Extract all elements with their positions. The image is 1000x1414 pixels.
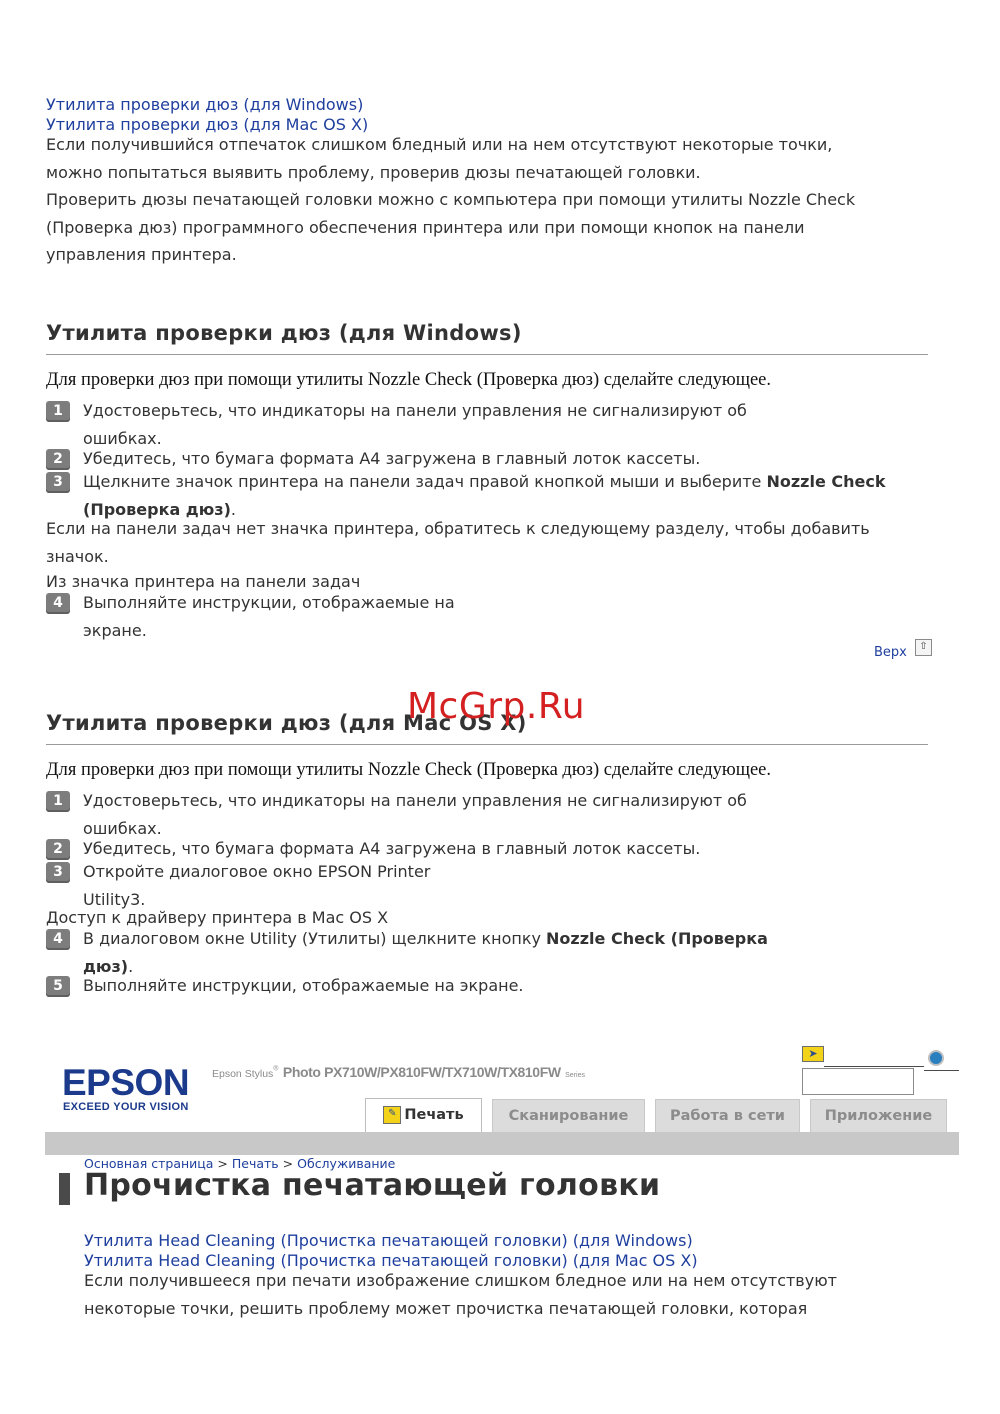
watermark: McGrp.Ru — [407, 686, 586, 727]
windows-intro: Для проверки дюз при помощи утилиты Nozzle Check (Проверка дюз) сделайте следующее. — [46, 370, 772, 390]
heading-divider — [46, 744, 928, 745]
windows-section-heading: Утилита проверки дюз (для Windows) — [46, 321, 522, 345]
mac-step-5 — [46, 972, 524, 1000]
step-text: Utility3. — [83, 889, 146, 909]
step-text: экране. — [83, 620, 147, 640]
up-arrow-icon[interactable]: ⇧ — [915, 639, 932, 656]
mac-step-3 — [46, 858, 430, 913]
header-bar — [45, 1132, 959, 1155]
step-text: Удостоверьтесь, что индикаторы на панели управления не сигнализируют об — [83, 791, 747, 810]
home-pointer-icon[interactable]: ➤ — [802, 1046, 824, 1062]
windows-step-1 — [46, 397, 747, 452]
windows-note: Если на панели задач нет значка принтера, обратитесь к следующему разделу, чтобы добавить значок. — [46, 519, 870, 566]
intro-line: можно попытаться выявить проблему, проверив дюзы печатающей головки. — [46, 162, 701, 182]
step-text: Убедитесь, что бумага формата А4 загружена в главный лоток кассеты. — [83, 449, 701, 468]
mac-step-4: 4 В диалоговом окне Utility (Утилиты) щелкните кнопку Nozzle Check (Проверка дюз). — [46, 925, 768, 980]
tab-network[interactable]: Работа в сети — [655, 1099, 800, 1132]
back-to-top[interactable] — [874, 641, 932, 660]
intro-line: Если получившийся отпечаток слишком бледный или на нем отсутствуют некоторые точки, — [46, 135, 833, 154]
mac-intro: Для проверки дюз при помощи утилиты Nozzle Check (Проверка дюз) сделайте следующее. — [46, 760, 772, 780]
step-number-badge: 3 — [46, 862, 70, 883]
search-icon[interactable] — [928, 1050, 944, 1066]
epson-tagline: EXCEED YOUR VISION — [63, 1101, 189, 1113]
button-name-nozzle-check: Nozzle Check (Проверка — [546, 929, 768, 948]
windows-step-4 — [46, 589, 455, 644]
menu-item-nozzle-check-ru: (Проверка дюз) — [83, 499, 231, 519]
tab-scan[interactable]: Сканирование — [492, 1099, 645, 1132]
step-number-badge: 4 — [46, 929, 70, 950]
header-divider — [924, 1070, 959, 1071]
step-text: Выполняйте инструкции, отображаемые на — [83, 593, 455, 612]
link-printer-icon-taskbar[interactable]: Из значка принтера на панели задач — [46, 572, 361, 591]
mac-section-heading: Утилита проверки дюз (для Mac OS X) — [46, 711, 527, 735]
step-number-badge: 5 — [46, 976, 70, 997]
step-text: ошибках. — [83, 428, 162, 448]
step-text: В диалоговом окне Utility (Утилиты) щелкните кнопку — [83, 929, 547, 948]
breadcrumb-print[interactable]: Печать — [231, 1156, 279, 1171]
intro-line: управления принтера. — [46, 245, 237, 264]
link-nozzle-check-windows[interactable]: Утилита проверки дюз (для Windows) — [46, 95, 364, 114]
tab-print[interactable]: ✎ Печать — [365, 1098, 482, 1133]
head-cleaning-paragraph: Если получившееся при печати изображение слишком бледное или на нем отсутствуют некоторые точки, решить проблему может прочистка печатающей головки, которая — [84, 1271, 837, 1318]
step-text: Удостоверьтесь, что индикаторы на панели управления не сигнализируют об — [83, 401, 747, 420]
breadcrumb: Основная страница > Печать > Обслуживание — [84, 1156, 396, 1171]
step-text: Убедитесь, что бумага формата А4 загружена в главный лоток кассеты. — [83, 839, 701, 858]
intro-line: (Проверка дюз) программного обеспечения принтера или при помощи кнопок на панели — [46, 217, 805, 237]
title-marker — [59, 1173, 70, 1205]
step-number-badge: 2 — [46, 839, 70, 860]
link-nozzle-check-mac[interactable]: Утилита проверки дюз (для Mac OS X) — [46, 115, 369, 134]
search-input[interactable] — [802, 1068, 914, 1095]
step-text: Откройте диалоговое окно EPSON Printer — [83, 862, 431, 881]
page-title: Прочистка печатающей головки — [84, 1168, 661, 1203]
intro-line: Проверить дюзы печатающей головки можно с компьютера при помощи утилиты Nozzle Check — [46, 190, 856, 209]
header-divider — [824, 1066, 924, 1067]
back-to-top-label[interactable]: Верх — [874, 645, 907, 660]
tab-appendix[interactable]: Приложение — [810, 1099, 947, 1132]
step-text: Щелкните значок принтера на панели задач правой кнопкой мыши и выберите — [83, 472, 767, 491]
step-number-badge: 3 — [46, 472, 70, 493]
step-text: ошибках. — [83, 818, 162, 838]
step-number-badge: 4 — [46, 593, 70, 614]
windows-step-3: 3 Щелкните значок принтера на панели задач правой кнопкой мыши и выберите Nozzle Check (Проверка дюз). — [46, 468, 886, 523]
breadcrumb-home[interactable]: Основная страница — [84, 1156, 214, 1171]
step-number-badge: 1 — [46, 401, 70, 422]
print-tab-icon: ✎ — [383, 1106, 401, 1124]
step-number-badge: 2 — [46, 449, 70, 470]
breadcrumb-service[interactable]: Обслуживание — [297, 1156, 396, 1171]
menu-item-nozzle-check: Nozzle Check — [766, 472, 886, 491]
link-head-cleaning-windows[interactable]: Утилита Head Cleaning (Прочистка печатающей головки) (для Windows) — [84, 1231, 693, 1250]
step-number-badge: 1 — [46, 791, 70, 812]
model-title: Epson Stylus® Photo PX710W/PX810FW/TX710W/TX810FW Series — [212, 1064, 585, 1080]
step-text: Выполняйте инструкции, отображаемые на экране. — [83, 976, 524, 995]
heading-divider — [46, 354, 928, 355]
link-head-cleaning-mac[interactable]: Утилита Head Cleaning (Прочистка печатающей головки) (для Mac OS X) — [84, 1251, 698, 1270]
link-driver-access-mac[interactable]: Доступ к драйверу принтера в Mac OS X — [46, 908, 389, 927]
button-name-nozzle-check-cont: дюз) — [83, 956, 129, 976]
mac-step-1 — [46, 787, 747, 842]
intro-paragraph — [46, 131, 946, 269]
epson-logo: EPSON — [62, 1062, 190, 1103]
